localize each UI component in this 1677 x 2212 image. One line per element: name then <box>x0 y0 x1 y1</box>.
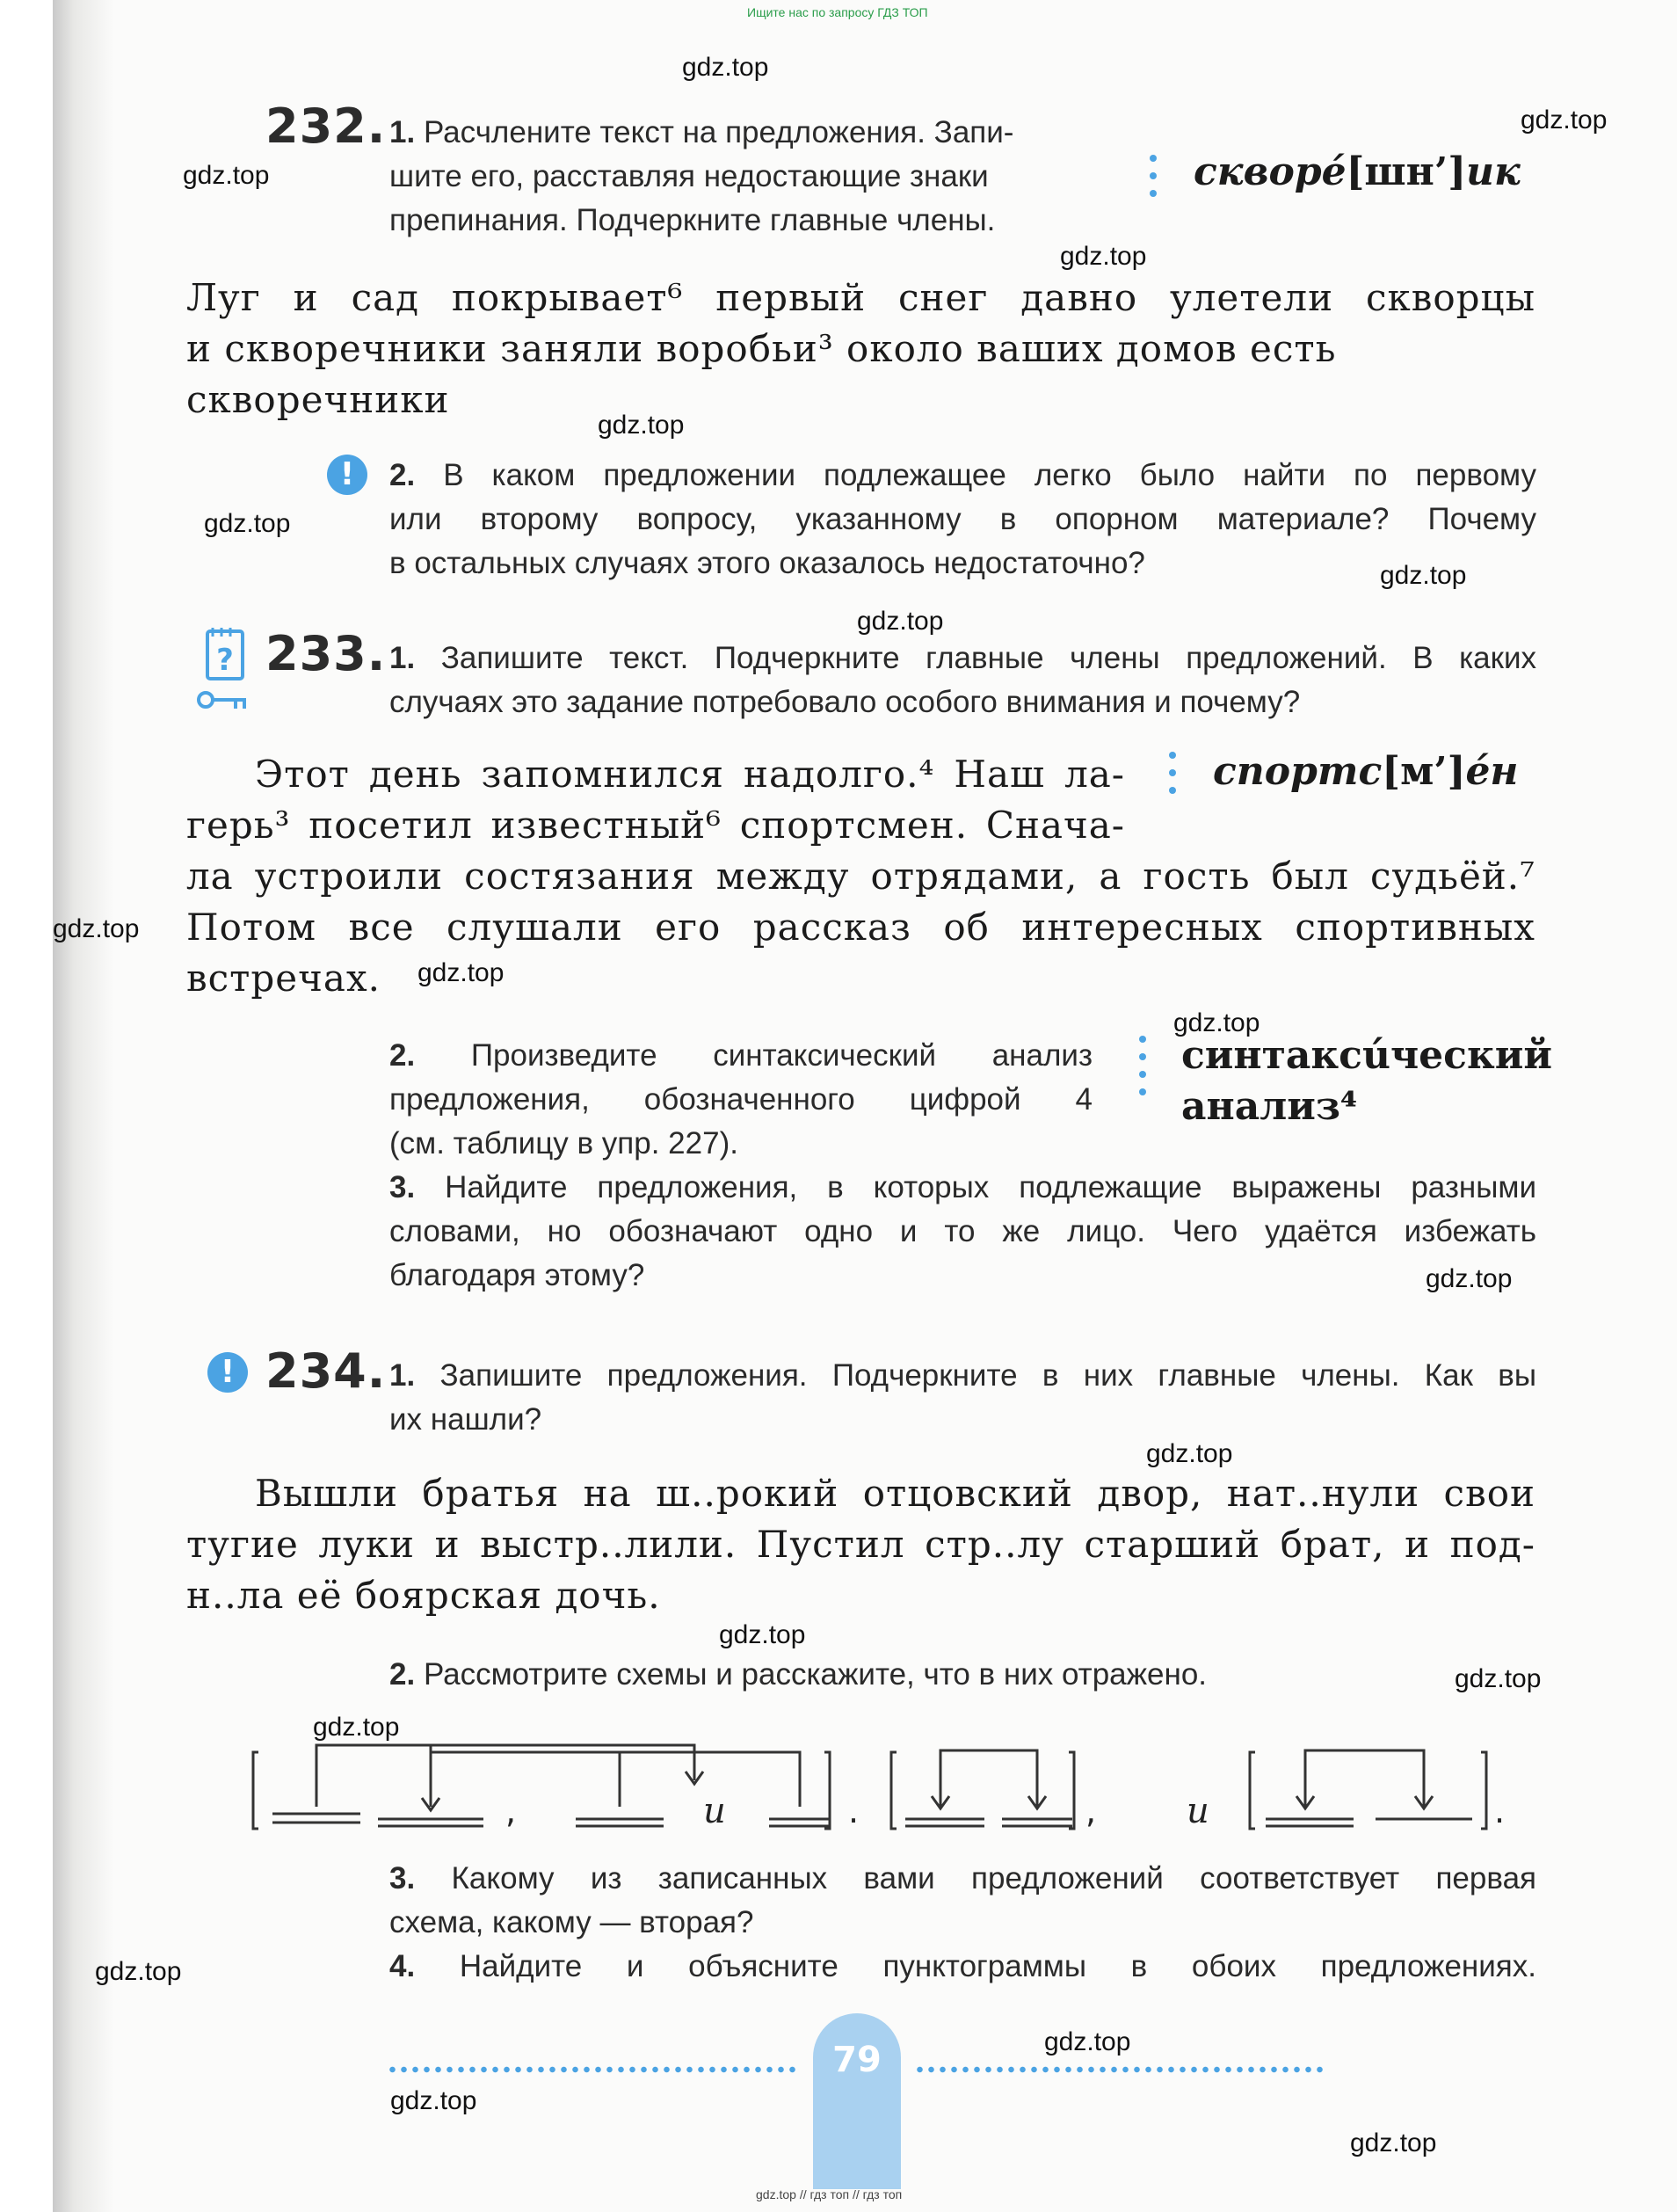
vocab-word-syntax-analysis: синтаксúческий анализ⁴ <box>1181 1033 1552 1129</box>
exercise-number-233: 233. <box>265 626 387 681</box>
attention-icon: ! <box>327 455 367 495</box>
footer-dotted-line <box>914 2066 1327 2073</box>
book-spine-shadow <box>53 0 114 2212</box>
ex233-text-line: Потом все слушали его рассказ об интересных спортивных <box>186 906 1535 949</box>
watermark: gdz.top <box>417 958 505 987</box>
watermark: gdz.top <box>1044 2027 1131 2056</box>
task-text: случаях это задание потребовало особого внимания и почему? <box>389 685 1301 719</box>
task-text: схема, какому — вторая? <box>389 1905 754 1939</box>
task-number: 3. <box>389 1861 416 1895</box>
header-note: Ищите нас по запросу ГДЗ ТОП <box>747 5 928 19</box>
task-text: Запишите предложения. Подчеркните в них главные члены. Как вы <box>439 1358 1536 1393</box>
scheme-bracket-close <box>824 1752 830 1829</box>
task-text: В каком предложении подлежащее легко было найти по первому <box>443 458 1536 492</box>
task-text: или второму вопросу, указанному в опорном материале? Почему <box>389 502 1536 536</box>
task-number: 2. <box>389 1038 416 1073</box>
task-number: 1. <box>389 1358 416 1393</box>
watermark: gdz.top <box>1455 1664 1542 1693</box>
ex233-text-line: Этот день запомнился надолго.⁴ Наш ла- <box>255 753 1125 796</box>
vocab-word-sportsmen: спортс[м’]éн <box>1213 749 1519 794</box>
ex233-task1 <box>389 637 1536 724</box>
scheme-bracket-open <box>253 1752 258 1829</box>
task-number: 4. <box>389 1949 416 1983</box>
ex232-task1 <box>389 111 1119 243</box>
exercise-number-232: 232. <box>265 98 387 154</box>
ex232-task2 <box>389 454 1536 586</box>
task-text: Произведите синтаксический анализ <box>470 1038 1093 1073</box>
watermark: gdz.top <box>95 1957 182 1986</box>
watermark: gdz.top <box>1350 2128 1437 2157</box>
vocab-divider <box>1169 752 1176 804</box>
ex234-text-line: тугие луки и выстр..лили. Пустил стр..лу старший брат, и под- <box>186 1523 1535 1566</box>
task-number: 1. <box>389 115 416 149</box>
scheme-period: . <box>848 1792 860 1830</box>
task-text: словами, но обозначают одно и то же лицо. Чего удаётся избежать <box>389 1214 1536 1248</box>
scheme-comma: , <box>505 1792 517 1830</box>
task-text: Расчлените текст на предложения. Запи- <box>423 115 1014 149</box>
watermark: gdz.top <box>1173 1008 1260 1037</box>
watermark: gdz.top <box>1521 106 1608 135</box>
scheme-conjunction: и <box>703 1791 726 1831</box>
ex234-task4 <box>389 1945 1536 1989</box>
ex232-text-line: Луг и сад покрывает⁶ первый снег давно улетели скворцы <box>186 276 1535 319</box>
task-text: Запишите текст. Подчеркните главные члены предложений. В каких <box>440 641 1536 675</box>
task-text: их нашли? <box>389 1402 542 1437</box>
watermark: gdz.top <box>682 53 769 82</box>
watermark: gdz.top <box>313 1713 400 1742</box>
ex233-task2 <box>389 1034 1093 1166</box>
watermark: gdz.top <box>53 914 140 943</box>
task-text: предложения, обозначенного цифрой 4 <box>389 1082 1093 1117</box>
scheme-comma: , <box>1085 1792 1097 1830</box>
sentence-schemes <box>246 1710 1529 1837</box>
task-text: Рассмотрите схемы и расскажите, что в них отражено. <box>423 1657 1208 1692</box>
task-number: 1. <box>389 641 416 675</box>
task-text: Какому из записанных вами предложений соответствует первая <box>451 1861 1536 1895</box>
ex232-text-line: и скворечники заняли воробьи³ около ваших домов есть скворечники <box>186 327 1337 421</box>
ex234-task1 <box>389 1354 1536 1442</box>
task-number: 2. <box>389 458 416 492</box>
task-text: Найдите предложения, в которых подлежащие выражены разными <box>445 1170 1536 1204</box>
watermark: gdz.top <box>719 1620 806 1649</box>
notebook-key-icon <box>195 626 251 718</box>
ex234-task3 <box>389 1857 1536 1945</box>
ex234-task2 <box>389 1653 1536 1697</box>
ex233-text-line: встречах. <box>186 957 381 1000</box>
task-number: 2. <box>389 1657 416 1692</box>
task-text: препинания. Подчеркните главные члены. <box>389 203 996 237</box>
watermark: gdz.top <box>1060 242 1147 271</box>
watermark: gdz.top <box>857 607 944 636</box>
vocab-word-skvorechnik: скворé[шн’]ик <box>1194 149 1521 194</box>
footer-note: gdz.top // гдз топ // гдз топ <box>756 2187 903 2201</box>
vocab-divider <box>1150 155 1157 207</box>
scheme-conjunction: и <box>1187 1791 1209 1831</box>
watermark: gdz.top <box>1380 561 1467 590</box>
task-text: (см. таблицу в упр. 227). <box>389 1126 738 1161</box>
ex234-text-line: Вышли братья на ш..рокий отцовский двор, нат..нули свои <box>255 1472 1535 1515</box>
attention-icon: ! <box>207 1352 248 1393</box>
ex233-text-line: герь³ посетил известный⁶ спортсмен. Снача- <box>186 804 1125 847</box>
watermark: gdz.top <box>390 2086 477 2115</box>
task-text: в остальных случаях этого оказалось недостаточно? <box>389 546 1145 580</box>
scheme-period: . <box>1494 1792 1506 1830</box>
watermark: gdz.top <box>183 161 270 190</box>
ex233-text-line: ла устроили состязания между отрядами, а гость был судьёй.⁷ <box>186 855 1535 898</box>
ex234-text-line: н..ла её боярская дочь. <box>186 1574 661 1617</box>
vocab-divider <box>1139 1036 1146 1106</box>
exercise-number-234: 234. <box>265 1343 387 1399</box>
watermark: gdz.top <box>204 509 291 538</box>
watermark: gdz.top <box>1146 1439 1233 1468</box>
task-text: Найдите и объясните пунктограммы в обоих предложениях. <box>459 1949 1536 1983</box>
task-text: благодаря этому? <box>389 1258 645 1292</box>
footer-dotted-line <box>387 2066 800 2073</box>
ex233-task3 <box>389 1166 1536 1298</box>
page-number: 79 <box>832 2040 882 2080</box>
watermark: gdz.top <box>598 411 685 440</box>
task-number: 3. <box>389 1170 416 1204</box>
task-text: шите его, расставляя недостающие знаки <box>389 159 989 193</box>
watermark: gdz.top <box>1426 1264 1513 1293</box>
svg-text:?: ? <box>216 643 234 678</box>
